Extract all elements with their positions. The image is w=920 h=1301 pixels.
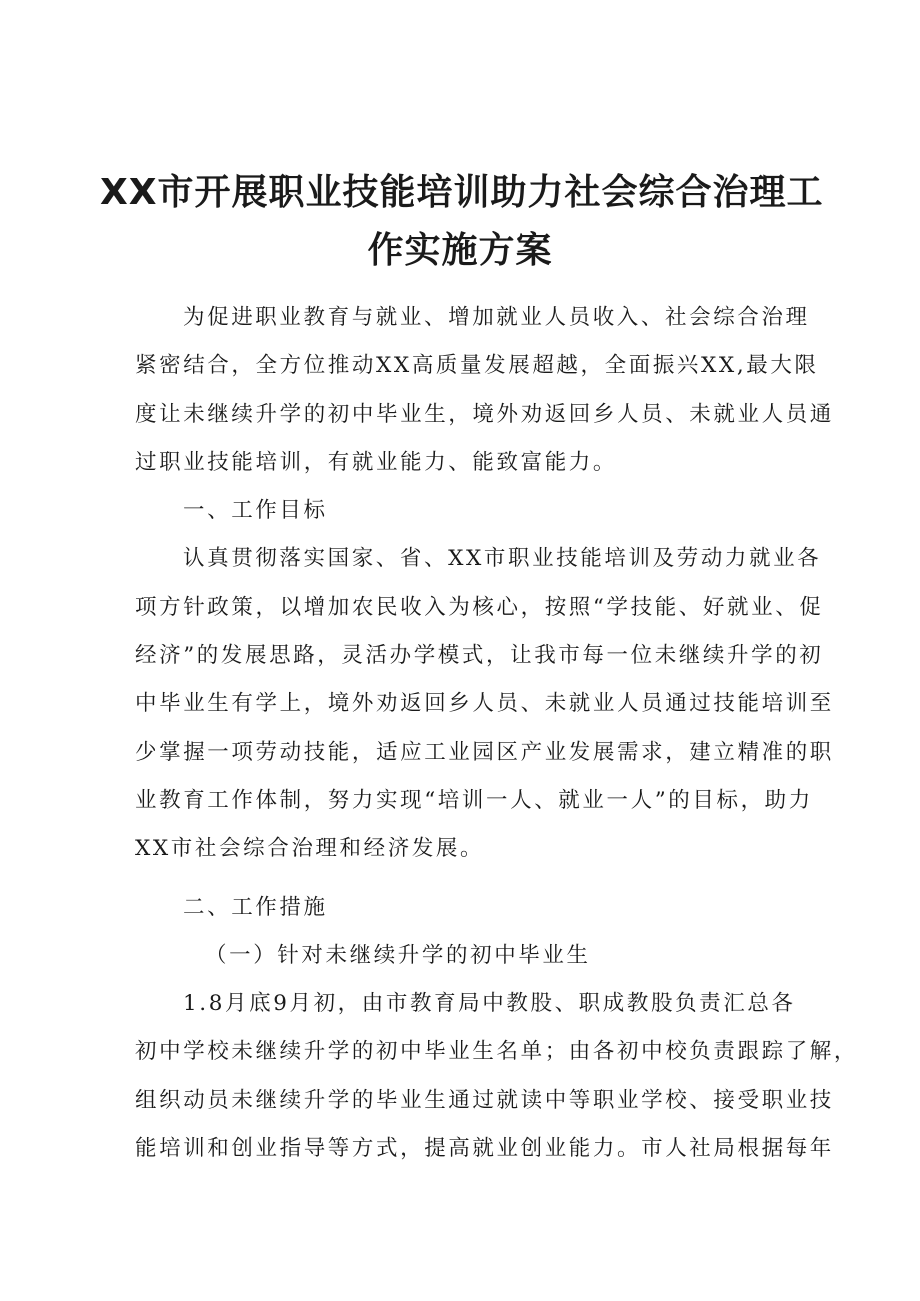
paragraph-gap	[135, 874, 795, 884]
section-heading: 二、工作措施	[183, 894, 328, 920]
document-title	[100, 164, 824, 280]
paragraph-line: 紧密结合，全方位推动XX高质量发展超越，全面振兴XX,最大限	[135, 353, 819, 379]
paragraph-line: 经济”的发展思路，灵活办学模式，让我市每一位未继续升学的初	[135, 643, 824, 669]
paragraph-line: 认真贯彻落实国家、省、XX市职业技能培训及劳动力就业各	[183, 546, 822, 572]
paragraph-line: 业教育工作体制，努力实现“培训一人、就业一人”的目标，助力	[135, 787, 813, 813]
section-heading-measures	[135, 884, 795, 932]
title-line-2: 作实施方案	[367, 230, 553, 271]
document-body	[135, 294, 859, 1173]
paragraph-line: 项方针政策，以增加农民收入为核心，按照“学技能、好就业、促	[135, 594, 824, 620]
paragraph-line: 少掌握一项劳动技能，适应工业园区产业发展需求，建立精准的职	[135, 739, 834, 765]
paragraph-line: XX市社会综合治理和经济发展。	[135, 836, 485, 862]
paragraph-line: 组织动员未继续升学的毕业生通过就读中等职业学校、接受职业技	[135, 1087, 834, 1113]
paragraph-line: 1.8月底9月初，由市教育局中教股、职成教股负责汇总各	[183, 991, 796, 1017]
section-heading: 一、工作目标	[183, 498, 328, 524]
intro-paragraph	[135, 294, 834, 487]
measure-paragraph	[135, 980, 859, 1173]
subsection-heading-text: （一）针对未继续升学的初中毕业生	[205, 942, 591, 968]
paragraph-line: 能培训和创业指导等方式，提高就业创业能力。市人社局根据每年	[135, 1136, 834, 1162]
paragraph-line: 度让未继续升学的初中毕业生，境外劝返回乡人员、未就业人员通	[135, 401, 834, 427]
paragraph-line: 中毕业生有学上，境外劝返回乡人员、未就业人员通过技能培训至	[135, 691, 834, 717]
paragraph-line: 初中学校未继续升学的初中毕业生名单；由各初中校负责跟踪了解，	[135, 1039, 859, 1065]
paragraph-line: 过职业技能培训，有就业能力、能致富能力。	[135, 449, 618, 475]
section-heading-goals	[135, 487, 795, 535]
subsection-heading	[135, 932, 795, 980]
paragraph-line: 为促进职业教育与就业、增加就业人员收入、社会综合治理	[183, 305, 810, 330]
goals-paragraph	[135, 535, 834, 873]
title-line-1: XX市开展职业技能培训助力社会综合治理工	[100, 172, 824, 213]
